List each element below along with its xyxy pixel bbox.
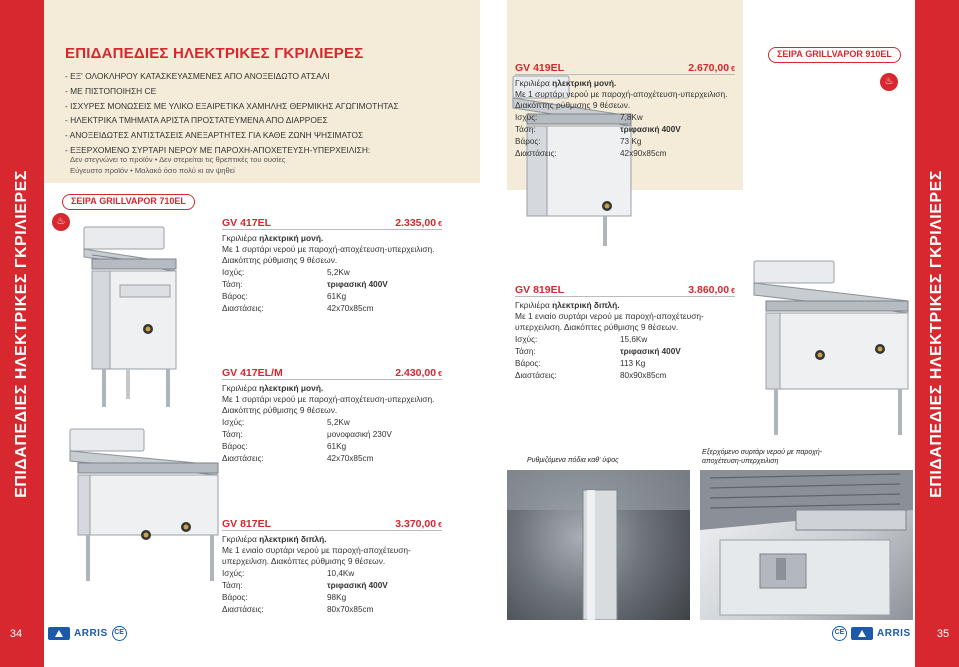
water-drawer-photo [700, 470, 913, 620]
spec-value: 7,8Kw [620, 112, 643, 122]
spec-label: Τάση: [515, 346, 536, 356]
feature-item: - ΕΞ' ΟΛΟΚΛΗΡΟΥ ΚΑΤΑΣΚΕΥΑΣΜΕΝΕΣ ΑΠΟ ΑΝΟΞΕΙΔΩΤΟ ΑΤΣΑΛΙ [65, 71, 330, 81]
product-model: GV 417EL [222, 217, 272, 229]
spec-value: 113 Kg [620, 359, 646, 369]
drawer-caption: Εξερχόμενο συρτάρι νερού με παροχή-αποχέτευση-υπερχειλιση [702, 449, 823, 465]
flame-icon: ♨ [52, 213, 70, 231]
spec-label: Ισχύς: [515, 334, 538, 344]
right-side-title: ΕΠΙΔΑΠΕΔΙΕΣ ΗΛΕΚΤΡΙΚΕΣ ΓΚΡΙΛΙΕΡΕΣ [928, 169, 946, 498]
product-gv419el [515, 62, 735, 160]
product-description: Γκριλιέρα ηλεκτρική μονή. Με 1 συρτάρι νερού με παροχή-αποχέτευση-υπερχειλιση. Διακόπτης ρύθμισης 9 θέσεων. [222, 383, 435, 416]
spec-label: Τάση: [515, 124, 536, 134]
spec-value: μονοφασική 230V [327, 429, 392, 439]
product-description: Γκριλιέρα ηλεκτρική μονή. Με 1 συρτάρι νερού με παροχή-αποχέτευση-υπερχειλιση. Διακόπτης ρύθμισης 9 θέσεων. [222, 233, 435, 266]
spec-label: Ισχύς: [222, 267, 245, 277]
spec-value: 73 Kg [620, 137, 642, 147]
page-number-right: 35 [936, 628, 950, 640]
spec-value: τριφασική 400V [620, 124, 681, 134]
product-model: GV 417EL/M [222, 367, 283, 379]
product-price: 2.335,00 € [395, 217, 442, 229]
spec-label: Τάση: [222, 580, 243, 590]
spec-label: Βάρος: [222, 593, 248, 603]
spec-value: 42x90x85cm [620, 149, 667, 159]
spec-label: Βάρος: [222, 292, 248, 302]
spec-label: Διαστάσεις: [222, 454, 264, 464]
left-side-title: ΕΠΙΔΑΠΕΔΙΕΣ ΗΛΕΚΤΡΙΚΕΣ ΓΚΡΙΛΙΕΡΕΣ [13, 169, 31, 498]
ce-mark-icon: CE [112, 626, 127, 641]
brand-logo-left: ARRIS CE [48, 626, 127, 640]
spec-value: τριφασική 400V [327, 580, 388, 590]
product-price: 3.370,00 € [395, 518, 442, 530]
spec-value: τριφασική 400V [620, 346, 681, 356]
spec-value: 61Kg [327, 442, 347, 452]
benefit-note: Εύγευστο προϊόν • Μαλακό όσο πολύ κι αν ψηθεί [70, 166, 235, 175]
product-description: Γκριλιέρα ηλεκτρική διπλή. Με 1 ενιαίο συρτάρι νερού με παροχή-αποχέτευση-υπερχειλιση. Διακόπτες ρύθμισης 9 θέσεων. [515, 300, 704, 333]
spec-value: τριφασική 400V [327, 279, 388, 289]
spec-label: Ισχύς: [222, 417, 245, 427]
product-description: Γκριλιέρα ηλεκτρική διπλή. Με 1 ενιαίο συρτάρι νερού με παροχή-αποχέτευση-υπερχειλιση. Διακόπτες ρύθμισης 9 θέσεων. [222, 534, 411, 567]
product-gv417el [222, 217, 442, 315]
page-title: ΕΠΙΔΑΠΕΔΙΕΣ ΗΛΕΚΤΡΙΚΕΣ ΓΚΡΙΛΙΕΡΕΣ [65, 45, 364, 62]
spec-value: 5,2Kw [327, 417, 350, 427]
flame-icon: ♨ [880, 73, 898, 91]
spec-label: Βάρος: [222, 442, 248, 452]
product-description: Γκριλιέρα ηλεκτρική μονή. Με 1 συρτάρι νερού με παροχή-αποχέτευση-υπερχειλιση. Διακόπτης ρύθμισης 9 θέσεων. [515, 78, 728, 111]
spec-value: 80x70x85cm [327, 605, 374, 615]
feature-item: - ΗΛΕΚΤΡΙΚΑ ΤΜΗΜΑΤΑ ΑΡΙΣΤΑ ΠΡΟΣΤΑΤΕΥΜΕΝΑ ΑΠΟ ΔΙΑΡΡΟΕΣ [65, 115, 328, 126]
spec-value: 98Kg [327, 593, 347, 603]
spec-label: Βάρος: [515, 359, 541, 369]
single-grill-illustration-top [74, 225, 186, 425]
feet-caption: Ρυθμιζόμενα πόδια καθ' ύψος [527, 457, 619, 464]
feature-item: - ΜΕ ΠΙΣΤΟΠΟΙΗΣΗ CE [65, 85, 157, 96]
product-price: 2.430,00 € [395, 367, 442, 379]
feature-item: - ΙΣΧΥΡΕΣ ΜΟΝΩΣΕΙΣ ΜΕ ΥΛΙΚΟ ΕΞΑΙΡΕΤΙΚΑ ΧΑΜΗΛΗΣ ΘΕΡΜΙΚΗΣ ΑΓΩΓΙΜΟΤΗΤΑΣ [65, 100, 399, 111]
spec-value: 42x70x85cm [327, 454, 374, 464]
page-number-left: 34 [9, 628, 23, 640]
spec-label: Βάρος: [515, 137, 541, 147]
spec-label: Διαστάσεις: [222, 304, 264, 314]
arris-logo-icon [851, 627, 873, 640]
spec-value: 42x70x85cm [327, 304, 374, 314]
spec-label: Ισχύς: [515, 112, 538, 122]
benefit-note: Δεν στεγνώνει το προϊόν • Δεν στερείται τις θρεπτικές του ουσίες [70, 155, 286, 164]
double-grill-illustration-left [62, 425, 222, 585]
spec-value: 5,2Kw [327, 267, 350, 277]
spec-label: Διαστάσεις: [515, 149, 557, 159]
double-grill-illustration-right [748, 255, 913, 445]
feature-list [65, 69, 475, 158]
arris-logo-icon [48, 627, 70, 640]
series-badge-910: ΣΕΙΡΑ GRILLVAPOR 910EL [768, 47, 901, 63]
product-price: 2.670,00 € [688, 62, 735, 74]
brand-logo-right: CE ARRIS [832, 626, 911, 640]
series-badge-710: ΣΕΙΡΑ GRILLVAPOR 710EL [62, 194, 195, 210]
spec-value: 61Kg [327, 292, 347, 302]
spec-value: 10,4Kw [327, 568, 355, 578]
spec-label: Ισχύς: [222, 568, 245, 578]
spec-value: 80x90x85cm [620, 371, 667, 381]
feature-item: - ΕΞΕΡΧΟΜΕΝΟ ΣΥΡΤΑΡΙ ΝΕΡΟΥ ΜΕ ΠΑΡΟΧΗ-ΑΠΟΧΕΤΕΥΣΗ-ΥΠΕΡΧΕΙΛΙΣΗ: [65, 144, 371, 155]
spec-label: Τάση: [222, 429, 243, 439]
spec-label: Τάση: [222, 279, 243, 289]
product-model: GV 419EL [515, 62, 565, 74]
spec-label: Διαστάσεις: [515, 371, 557, 381]
product-price: 3.860,00 € [688, 284, 735, 296]
feature-item: - ΑΝΟΞΕΙΔΩΤΕΣ ΑΝΤΙΣΤΑΣΕΙΣ ΑΝΕΞΑΡΤΗΤΕΣ ΓΙΑ ΚΑΘΕ ΖΩΝΗ ΨΗΣΙΜΑΤΟΣ [65, 130, 364, 141]
ce-mark-icon: CE [832, 626, 847, 641]
product-gv819el [515, 284, 735, 382]
spec-label: Διαστάσεις: [222, 605, 264, 615]
adjustable-feet-photo [507, 470, 690, 620]
product-gv417el-m [222, 367, 442, 465]
spec-value: 15,6Kw [620, 334, 648, 344]
product-model: GV 819EL [515, 284, 565, 296]
product-gv817el [222, 518, 442, 616]
product-model: GV 817EL [222, 518, 272, 530]
